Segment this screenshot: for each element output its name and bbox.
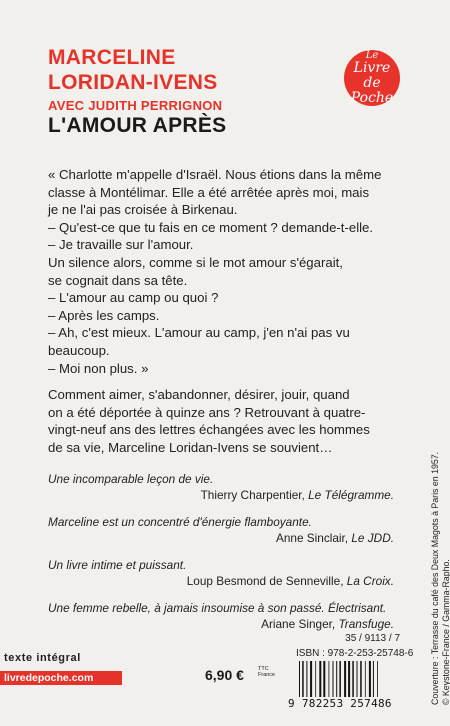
review-author: Thierry Charpentier, (200, 488, 305, 502)
review-text: Une femme rebelle, à jamais insoumise à son passé. Électrisant. (48, 601, 387, 615)
quote-line: – L'amour au camp ou quoi ? (48, 290, 219, 306)
barcode-digits: 9 782253 257486 (288, 697, 392, 710)
quote-line: classe à Montélimar. Elle a été arrêtée après moi, mais (48, 184, 370, 200)
catalog-number: 35 / 9113 / 7 (345, 633, 400, 644)
review-2 (48, 514, 394, 546)
isbn: ISBN : 978-2-253-25748-6 (296, 648, 414, 659)
publisher-logo (344, 50, 400, 106)
review-text: Un livre intime et puissant. (48, 558, 187, 572)
price-note (258, 666, 275, 678)
barcode-bar (333, 661, 334, 697)
book-summary (48, 386, 408, 456)
quote-line: « Charlotte m'appelle d'Israël. Nous étions dans la même (48, 167, 382, 182)
cover-photo-credit (430, 452, 450, 705)
logo-text-livre: Livre (353, 59, 391, 76)
barcode-bar (357, 661, 358, 697)
review-publication: La Croix. (346, 574, 394, 588)
price-note-france: France (258, 672, 276, 678)
quote-line: – Moi non plus. » (48, 360, 149, 376)
review-source (48, 530, 394, 546)
review-source (48, 616, 394, 632)
review-text: Marceline est un concentré d'énergie flamboyante. (48, 515, 312, 529)
barcode-bar (360, 661, 362, 697)
review-source (48, 487, 394, 503)
price: 6,90 € (205, 667, 244, 683)
texte-integral-label: texte intégral (4, 652, 81, 664)
logo-text-le: Le (365, 49, 379, 61)
excerpt-quote (48, 166, 408, 377)
credit-line: Couverture : Terrasse du café des Deux Magots à Paris en 1957. (430, 451, 440, 705)
barcode-bar (369, 661, 371, 697)
price-note-ttc: TTC (258, 666, 269, 672)
barcode-bar (348, 661, 350, 697)
coauthor-name: AVEC JUDITH PERRIGNON (48, 98, 223, 113)
book-title: L'AMOUR APRÈS (48, 114, 227, 137)
review-publication: Le JDD. (351, 531, 394, 545)
barcode-bar (302, 661, 304, 697)
summary-line: vingt-neuf ans des lettres échangées avec les hommes (48, 422, 370, 438)
summary-line: on a été déportée à quinze ans ? Retrouvant à quatre- (48, 404, 366, 420)
quote-line: beaucoup. (48, 342, 110, 358)
barcode-bar (373, 661, 374, 697)
review-author: Ariane Singer, (261, 617, 336, 631)
barcode (297, 661, 401, 697)
quote-line: – Après les camps. (48, 307, 160, 323)
review-3 (48, 557, 394, 589)
review-publication: Transfuge. (338, 617, 394, 631)
barcode-bar (365, 661, 366, 697)
review-1 (48, 471, 394, 503)
publisher-website-link[interactable]: livredepoche.com (0, 671, 122, 685)
summary-line: Comment aimer, s'abandonner, désirer, jouir, quand (48, 387, 350, 402)
quote-line: – Je travaille sur l'amour. (48, 237, 194, 253)
author-name-line2: LORIDAN-IVENS (48, 71, 218, 94)
barcode-bar (336, 661, 337, 697)
barcode-bar (315, 661, 316, 697)
barcode-bar (319, 661, 321, 697)
review-4 (48, 600, 394, 632)
barcode-bar (299, 661, 300, 697)
quote-line: – Ah, c'est mieux. L'amour au camp, j'en n'ai pas vu (48, 325, 350, 341)
author-name-line1: MARCELINE (48, 46, 176, 69)
credit-line: © Keystone-France / Gamma-Rapho. (440, 559, 450, 705)
quote-line: Un silence alors, comme si le mot amour s'égarait, (48, 254, 343, 270)
summary-line: de sa vie, Marceline Loridan-Ivens se souvient… (48, 439, 333, 455)
review-text: Une incomparable leçon de vie. (48, 472, 214, 486)
review-source (48, 573, 394, 589)
review-author: Anne Sinclair, (275, 531, 349, 545)
review-author: Loup Besmond de Senneville, (186, 574, 344, 588)
quote-line: se cognait dans sa tête. (48, 272, 188, 288)
barcode-bar (306, 661, 307, 697)
barcode-bar (377, 661, 378, 697)
quote-line: – Qu'est-ce que tu fais en ce moment ? demande-t-elle. (48, 219, 374, 235)
barcode-bar (310, 661, 312, 697)
barcode-bar (323, 661, 325, 697)
logo-text-de-poche: de Poche (350, 74, 394, 106)
barcode-bar (344, 661, 346, 697)
barcode-bar (329, 661, 330, 697)
barcode-bar (352, 661, 354, 697)
barcode-bar (339, 661, 341, 697)
quote-line: je ne l'ai pas croisée à Birkenau. (48, 202, 238, 218)
review-publication: Le Télégramme. (308, 488, 394, 502)
